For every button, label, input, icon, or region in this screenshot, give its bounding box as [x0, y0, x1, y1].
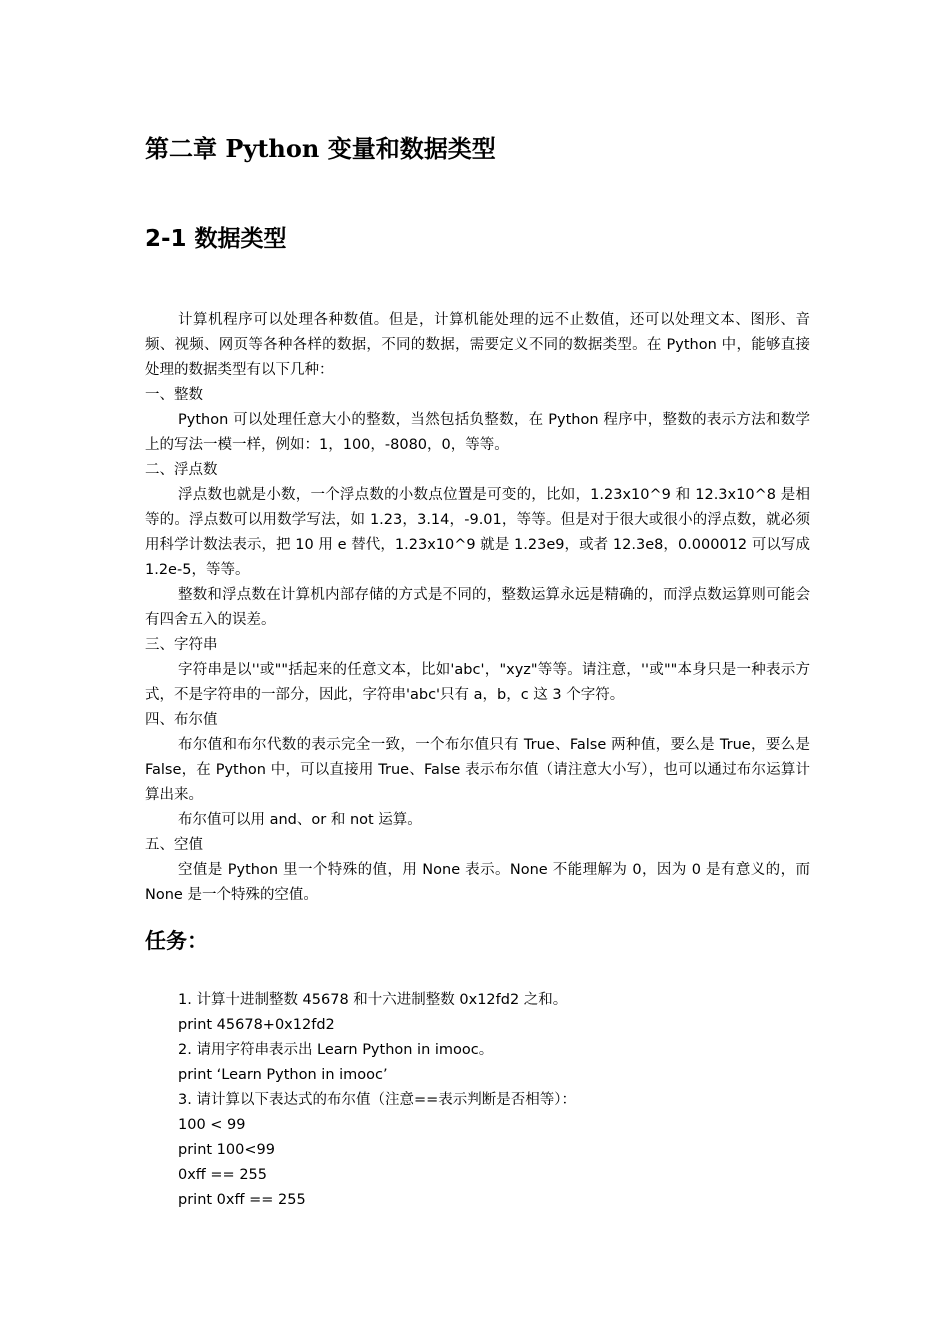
- heading-string: 三、字符串: [145, 637, 218, 653]
- boolean-ops-paragraph: 布尔值可以用 and、or 和 not 运算。: [178, 812, 422, 828]
- task-line: 100 < 99: [178, 1117, 246, 1133]
- intro-paragraph: 计算机程序可以处理各种数值。但是，计算机能处理的远不止数值，还可以处理文本、图形、音频、视频、网页等各种各样的数据，不同的数据，需要定义不同的数据类型。在 Python 中，能够直接处理的数据类型有以下几种：: [145, 312, 810, 378]
- section-title: 2-1 数据类型: [145, 226, 287, 252]
- task-line: print ‘Learn Python in imooc’: [178, 1067, 388, 1083]
- heading-boolean: 四、布尔值: [145, 712, 218, 728]
- string-paragraph: 字符串是以''或""括起来的任意文本，比如'abc'，"xyz"等等。请注意，''或""本身只是一种表示方式，不是字符串的一部分，因此，字符串'abc'只有 a，b，c 这 3 个字符。: [145, 662, 810, 703]
- task-line: print 45678+0x12fd2: [178, 1017, 335, 1033]
- heading-float: 二、浮点数: [145, 462, 218, 478]
- task-line: print 0xff == 255: [178, 1192, 306, 1208]
- task-line: 3. 请计算以下表达式的布尔值（注意==表示判断是否相等）：: [178, 1092, 576, 1108]
- integer-paragraph: Python 可以处理任意大小的整数，当然包括负整数，在 Python 程序中，整数的表示方法和数学上的写法一模一样，例如：1，100，-8080，0，等等。: [145, 412, 810, 453]
- chapter-title: 第二章 Python 变量和数据类型: [145, 134, 496, 163]
- task-line: 0xff == 255: [178, 1167, 267, 1183]
- task-title: 任务：: [145, 929, 208, 953]
- task-line: 2. 请用字符串表示出 Learn Python in imooc。: [178, 1042, 494, 1058]
- none-paragraph: 空值是 Python 里一个特殊的值，用 None 表示。None 不能理解为 0，因为 0 是有意义的，而 None 是一个特殊的空值。: [145, 862, 810, 903]
- heading-integer: 一、整数: [145, 387, 203, 403]
- task-list: [178, 988, 576, 1213]
- float-paragraph: 浮点数也就是小数，一个浮点数的小数点位置是可变的，比如，1.23x10^9 和 12.3x10^8 是相等的。浮点数可以用数学写法，如 1.23，3.14，-9.01，等等。但是对于很大或很小的浮点数，就必须用科学计数法表示，把 10 用 e 替代，1.23x10^9 就是 1.23e9，或者 12.3e8，0.000012 可以写成 1.2e-5，等等。: [145, 487, 810, 578]
- float-note-paragraph: 整数和浮点数在计算机内部存储的方式是不同的，整数运算永远是精确的，而浮点数运算则可能会有四舍五入的误差。: [145, 587, 810, 628]
- task-line: 1. 计算十进制整数 45678 和十六进制整数 0x12fd2 之和。: [178, 992, 568, 1008]
- task-line: print 100<99: [178, 1142, 275, 1158]
- body-text: [145, 308, 810, 908]
- heading-none: 五、空值: [145, 837, 203, 853]
- boolean-paragraph: 布尔值和布尔代数的表示完全一致，一个布尔值只有 True、False 两种值，要么是 True，要么是 False，在 Python 中，可以直接用 True、False 表示布尔值（请注意大小写），也可以通过布尔运算计算出来。: [145, 737, 810, 803]
